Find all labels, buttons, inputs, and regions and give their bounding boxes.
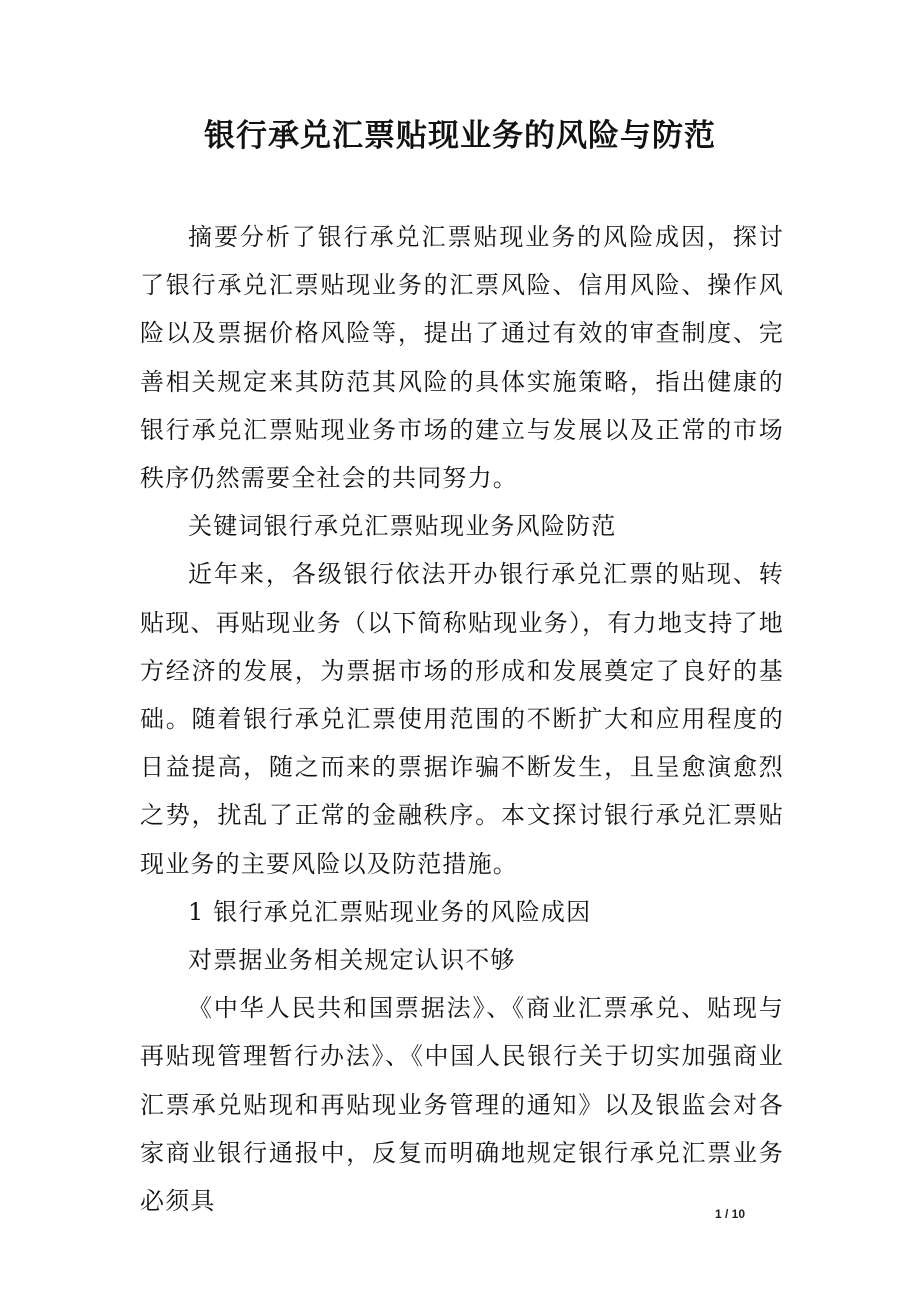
document-body <box>140 213 784 1225</box>
page-number: 1 / 10 <box>714 1207 746 1221</box>
section-heading: 1 银行承兑汇票贴现业务的风险成因 <box>188 897 592 926</box>
intro-paragraph: 近年来，各级银行依法开办银行承兑汇票的贴现、转贴现、再贴现业务（以下简称贴现业务），有力地支持了地方经济的发展，为票据市场的形成和发展奠定了良好的基础。随着银行承兑汇票使用范围的不断扩大和应用程度的日益提高，随之而来的票据诈骗不断发生，且呈愈演愈烈之势，扰乱了正常的金融秩序。本文探讨银行承兑汇票贴现业务的主要风险以及防范措施。 <box>140 560 784 878</box>
subsection-heading: 对票据业务相关规定认识不够 <box>188 946 516 975</box>
keywords-paragraph: 关键词银行承兑汇票贴现业务风险防范 <box>188 512 617 541</box>
body-paragraph: 《中华人民共和国票据法》、《商业汇票承兑、贴现与再贴现管理暂行办法》、《中国人民银行关于切实加强商业汇票承兑贴现和再贴现业务管理的通知》以及银监会对各家商业银行通报中，反复而明确地规定银行承兑汇票业务必须具 <box>140 994 784 1216</box>
abstract-paragraph: 摘要分析了银行承兑汇票贴现业务的风险成因，探讨了银行承兑汇票贴现业务的汇票风险、信用风险、操作风险以及票据价格风险等，提出了通过有效的审查制度、完善相关规定来其防范其风险的具体实施策略，指出健康的银行承兑汇票贴现业务市场的建立与发展以及正常的市场秩序仍然需要全社会的共同努力。 <box>140 223 784 493</box>
document-title: 银行承兑汇票贴现业务的风险与防范 <box>204 118 716 154</box>
